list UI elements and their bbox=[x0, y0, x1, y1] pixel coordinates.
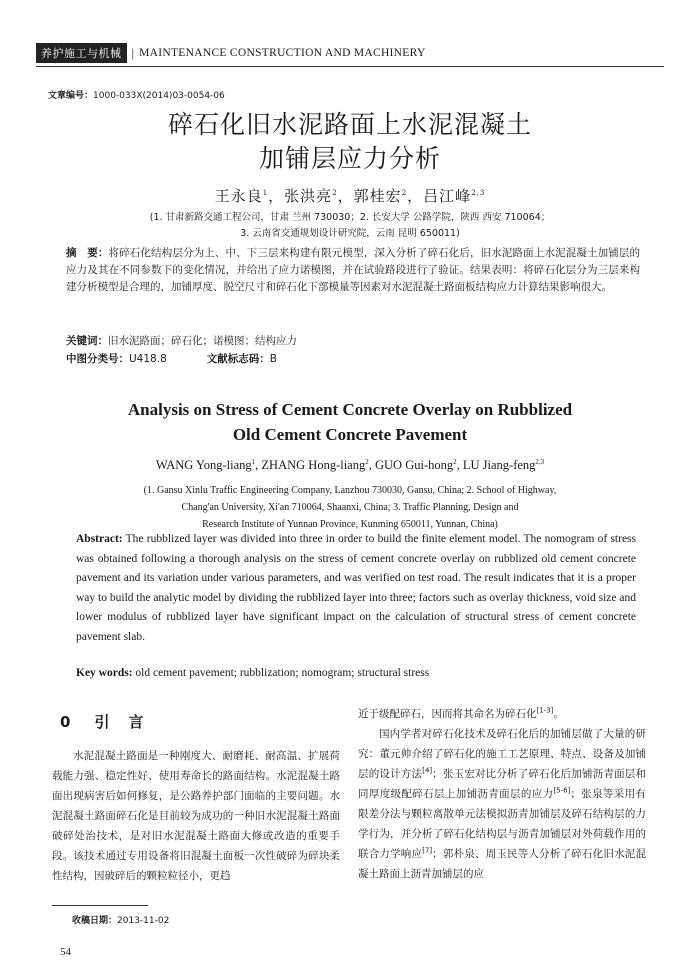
citation-ref: [5-6] bbox=[553, 786, 571, 795]
citation-ref: [4] bbox=[422, 766, 433, 775]
citation-ref: [7] bbox=[422, 846, 433, 855]
footnote-rule bbox=[52, 905, 148, 906]
body-paragraph: 近于级配碎石，因而将其命名为碎石化[1-3]。 bbox=[358, 706, 564, 720]
journal-section-english: MAINTENANCE CONSTRUCTION AND MACHINERY bbox=[139, 47, 426, 59]
keywords-english: Key words: old cement pavement; rubblization; nomogram; structural stress bbox=[76, 667, 430, 679]
affiliations-chinese: (1. 甘肃新路交通工程公司，甘肃 兰州 730030；2. 长安大学 公路学院，陕西 西安 710064； 3. 云南省交通规划设计研究院，云南 昆明 650011) bbox=[149, 212, 551, 239]
article-number: 文章编号：1000-033X(2014)03-0054-06 bbox=[48, 91, 225, 101]
body-paragraph: 水泥混凝土路面是一种刚度大、耐磨耗、耐高温、扩展荷载能力强、稳定性好、使用寿命长的路面结构。水泥混凝土路面出现病害后如何修复，是公路养护部门面临的主要问题。水泥混凝土路面碎石化是目前较为成功的一种旧水泥混凝土路面破碎处治技术，是对旧水泥混凝土路面大修或改造的重要手段。该技术通过专用设备将旧混凝土面板一次性破碎为碎块柔性结构，因破碎后的颗粒粒径小，更趋 bbox=[52, 750, 340, 882]
abstract-english: Abstract: The rubblized layer was divided into three in order to build the finite element model. The nomogram of stress was obtained following a thorough analysis on the stress of cement concrete overlay on rubblized old cement concrete pavement and its variation under various parameters, and was verified on test road. The result indicates that it is a proper way to build the analytic model by dividing the rubblized layer into three; factors such as overlay thickness, void size and lower modulus of rubblized layer have significant impact on the calculation of structural stress of cement concrete pavement slab. bbox=[76, 533, 636, 643]
body-paragraph: 国内学者对碎石化技术及碎石化后的加铺层做了大量的研究：董元帅介绍了碎石化的施工工艺原理、特点、设备及加铺层的设计方法[4]；张玉宏对比分析了碎石化后加铺沥青面层和同厚度级配碎石层上加铺沥青面层的应力[5-6]；张泉等采用有限差分法与颗粒离散单元法模拟沥青加铺层及碎石结构层的力学行为，并分析了碎石化结构层与沥青加铺层对外荷载作用的联合力学响应[7]；郭朴泉、周玉民等人分析了碎石化旧水泥混凝土路面上沥青加铺层的应 bbox=[358, 728, 647, 880]
body-column-right bbox=[358, 704, 646, 884]
classification-line: 中图分类号：U418.8 文献标志码：B bbox=[66, 353, 277, 365]
section-heading-introduction: 0 引 言 bbox=[60, 713, 146, 731]
journal-section-tag: 养护施工与机械 bbox=[36, 43, 127, 63]
page-number: 54 bbox=[60, 946, 71, 958]
body-column-left bbox=[52, 706, 340, 886]
authors-chinese: 王永良$^1$，张洪亮$^2$，郭桂宏$^2$，吕江峰$^{2,3}$ bbox=[214, 187, 486, 205]
title-english: Analysis on Stress of Cement Concrete Overlay on Rubblized Old Cement Concrete Pavement bbox=[127, 400, 573, 444]
affiliations-english: (1. Gansu Xinlu Traffic Engineering Company, Lanzhou 730030, Gansu, China; 2. School of Highway, Chang'an University, Xi'an 710064, Shaanxi, China; 3. Traffic Planning, Design and Research Institute of Yunnan Province, Kunming 650011, Yunnan, China) bbox=[143, 485, 557, 530]
citation-ref: [1-3] bbox=[536, 706, 554, 715]
authors-english: WANG Yong-liang$^1$, ZHANG Hong-liang$^2$, GUO Gui-hong$^2$, LU Jiang-feng$^{2,3}$ bbox=[155, 457, 545, 472]
journal-header bbox=[36, 42, 664, 64]
abstract-chinese: 摘 要：将碎石化结构层分为上、中、下三层来构建有限元模型，深入分析了碎石化后，旧水泥路面上水泥混凝土加铺层的应力及其在不同参数下的变化情况，并给出了应力诺模图，并在试验路段进行了验证。结果表明：将碎石化层分为三层来构建分析模型是合理的，加铺厚度、脱空尺寸和碎石化下部模量等因素对水泥混凝土路面板结构应力计算结果影响很大。 bbox=[66, 247, 641, 293]
received-date: 收稿日期：2013-11-02 bbox=[72, 916, 170, 926]
header-separator: | bbox=[131, 45, 135, 60]
title-chinese: 碎石化旧水泥路面上水泥混凝土 加铺层应力分析 bbox=[167, 110, 532, 173]
header-rule bbox=[36, 66, 664, 67]
keywords-chinese: 关键词：旧水泥路面；碎石化；诺模图；结构应力 bbox=[66, 335, 297, 347]
